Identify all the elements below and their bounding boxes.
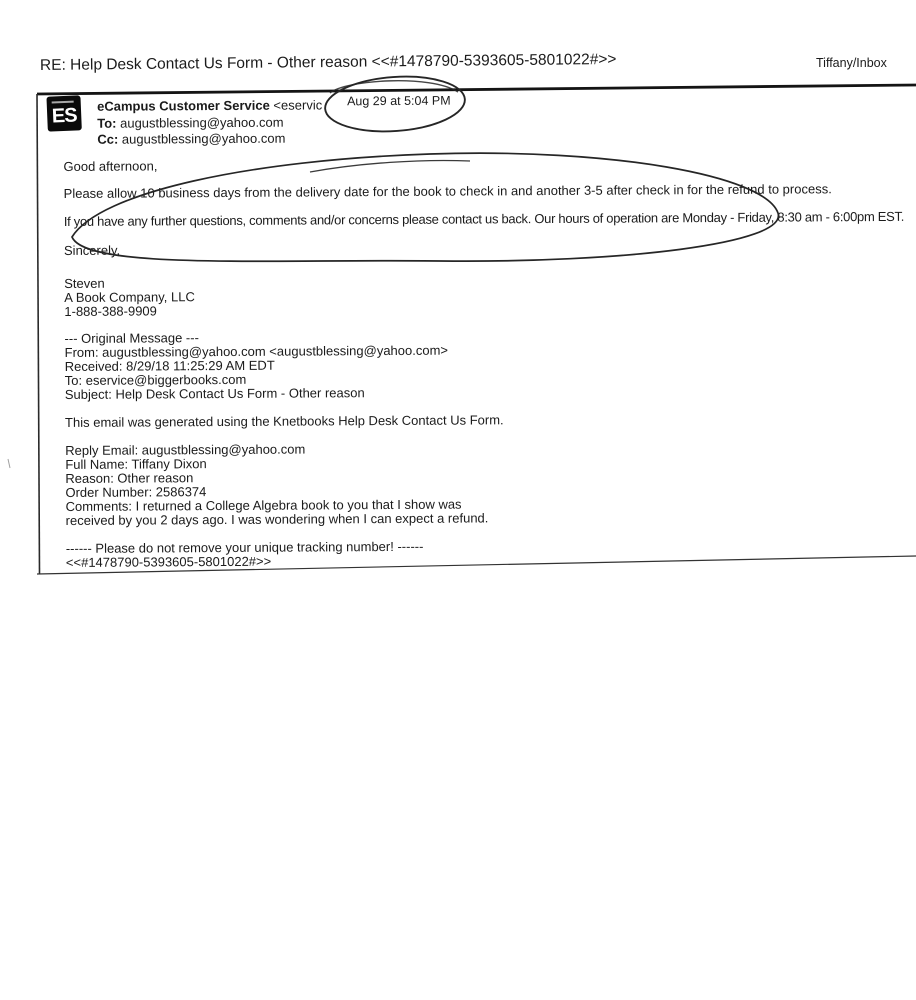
sender-line [97, 97, 322, 113]
original-received: Received: 8/29/18 11:25:29 AM EDT [64, 357, 275, 374]
field-comments-line1: Comments: I returned a College Algebra book to you that I show was [65, 496, 462, 514]
ecampus-logo-icon: ES [46, 95, 81, 131]
sender-email-partial: <eservic [273, 97, 323, 113]
greeting: Good afternoon, [63, 158, 158, 174]
body-paragraph-1: Please allow 10 business days from the delivery date for the book to check in and another 3-5 after check in for the refund to process. [63, 181, 832, 201]
body-paragraph-2: If you have any further questions, comments and/or concerns please contact us back. Our hours of operation are Monday - Friday, 8:30 am - 6:00pm EST. [63, 208, 905, 229]
to-label: To: [97, 115, 117, 131]
original-message-divider: --- Original Message --- [64, 330, 199, 346]
field-comments-line2: received by you 2 days ago. I was wondering when I can expect a refund. [65, 510, 489, 528]
signature-company: A Book Company, LLC [64, 289, 195, 305]
email-date: Aug 29 at 5:04 PM [347, 93, 451, 109]
cc-line [97, 131, 285, 147]
closing: Sincerely, [63, 242, 121, 258]
cc-value: augustblessing@yahoo.com [121, 130, 286, 147]
folder-label: Tiffany/Inbox [816, 56, 887, 70]
to-value: augustblessing@yahoo.com [120, 114, 284, 131]
sender-name: eCampus Customer Service [97, 97, 270, 114]
tracking-number: <<#1478790-5393605-5801022#>> [65, 553, 272, 570]
original-from: From: augustblessing@yahoo.com <augustblessing@yahoo.com> [64, 342, 449, 360]
signature-phone: 1-888-388-9909 [64, 303, 157, 319]
signature-name: Steven [64, 275, 105, 291]
field-reason: Reason: Other reason [65, 470, 194, 486]
original-to: To: eservice@biggerbooks.com [64, 371, 247, 388]
to-line [97, 115, 283, 131]
field-order-number: Order Number: 2586374 [65, 484, 207, 500]
cc-label: Cc: [97, 131, 119, 147]
tracking-note: ------ Please do not remove your unique tracking number! ------ [65, 538, 424, 556]
page-title: RE: Help Desk Contact Us Form - Other reason <<#1478790-5393605-5801022#>> [39, 50, 617, 74]
generated-note: This email was generated using the Knetbooks Help Desk Contact Us Form. [64, 412, 504, 430]
original-subject: Subject: Help Desk Contact Us Form - Other reason [64, 385, 365, 402]
field-full-name: Full Name: Tiffany Dixon [65, 456, 207, 472]
field-reply-email: Reply Email: augustblessing@yahoo.com [65, 441, 306, 458]
